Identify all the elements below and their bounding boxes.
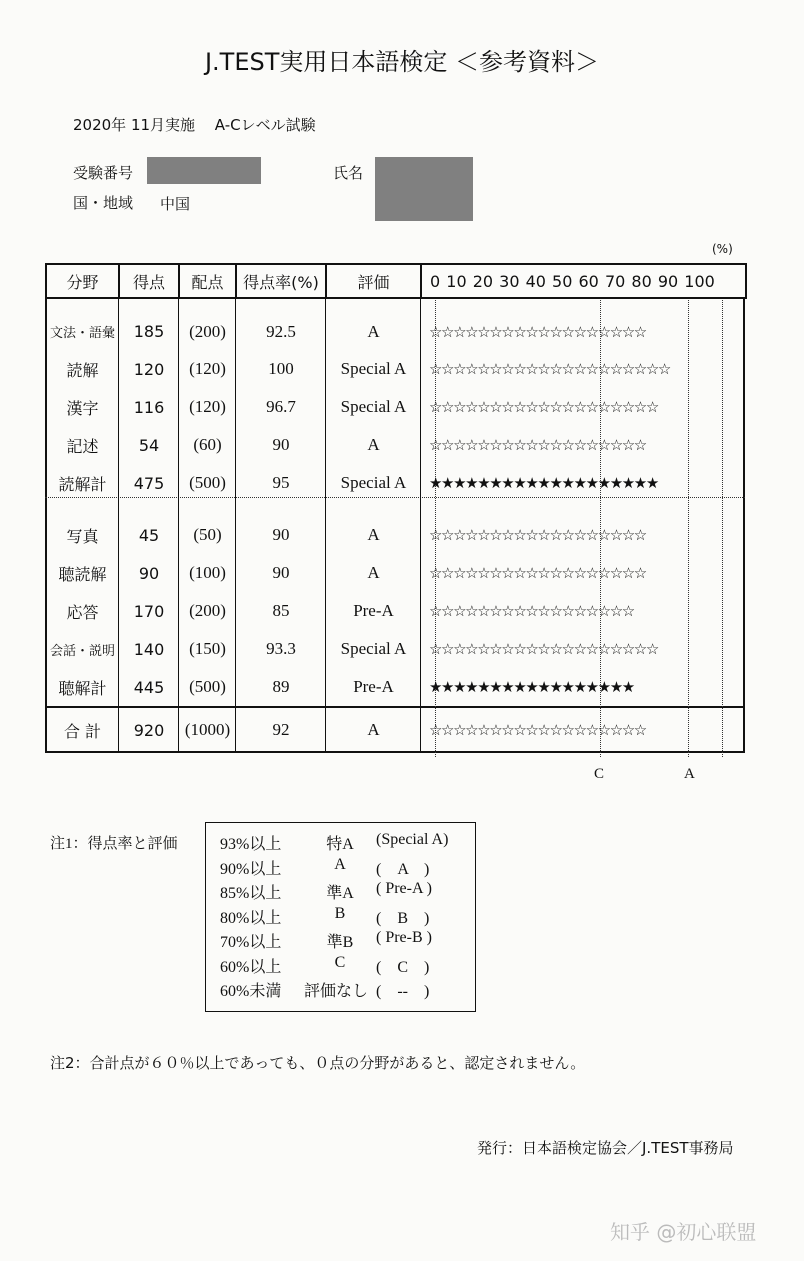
grade: Special A xyxy=(340,473,407,492)
table-row xyxy=(46,706,746,752)
table-row xyxy=(46,502,746,554)
note1-label: 注1：得点率と評価 xyxy=(50,836,178,852)
redacted-name xyxy=(375,157,473,221)
max-score: (100) xyxy=(189,563,226,582)
field-name: 読解 xyxy=(66,360,99,380)
rate: 100 xyxy=(268,359,294,378)
legend-grade: C xyxy=(334,953,346,971)
max-score: (120) xyxy=(189,397,226,416)
table-row xyxy=(46,426,746,464)
legend-row xyxy=(220,880,475,905)
star-bar: ☆☆☆☆☆☆☆☆☆☆☆☆☆☆☆☆☆☆ xyxy=(429,436,646,454)
header-score: 得点 xyxy=(119,264,179,298)
legend-grade-en: ( -- ) xyxy=(376,983,430,1000)
max-score: (200) xyxy=(189,601,226,620)
header-max: 配点 xyxy=(179,264,236,298)
header-field: 分野 xyxy=(46,264,119,298)
score: 90 xyxy=(138,563,160,583)
field-name: 読解計 xyxy=(58,474,107,494)
score: 445 xyxy=(133,677,165,697)
legend-threshold: 93%以上 xyxy=(220,836,282,853)
star-bar: ☆☆☆☆☆☆☆☆☆☆☆☆☆☆☆☆☆☆ xyxy=(429,526,646,544)
rate: 92 xyxy=(272,720,290,739)
note2: 注2：合計点が６０％以上であっても、０点の分野があると、認定されません。 xyxy=(50,1054,586,1072)
field-name: 聴解計 xyxy=(58,678,107,698)
legend-grade: 評価なし xyxy=(304,983,369,1000)
name-label: 氏名 xyxy=(333,164,364,182)
legend-threshold: 70%以上 xyxy=(220,934,282,951)
legend-row xyxy=(220,831,475,856)
legend-grade: 準B xyxy=(326,934,354,951)
star-bar: ☆☆☆☆☆☆☆☆☆☆☆☆☆☆☆☆☆☆ xyxy=(429,322,646,341)
legend-threshold: 60%以上 xyxy=(220,958,282,976)
score: 120 xyxy=(133,359,165,379)
legend-threshold: 80%以上 xyxy=(220,909,282,927)
legend-row xyxy=(220,905,475,930)
star-bar: ☆☆☆☆☆☆☆☆☆☆☆☆☆☆☆☆☆☆☆☆ xyxy=(429,360,670,378)
header-grade: 評価 xyxy=(326,264,421,298)
rate: 89 xyxy=(272,677,290,696)
star-bar: ☆☆☆☆☆☆☆☆☆☆☆☆☆☆☆☆☆☆ xyxy=(429,721,646,739)
rate: 90 xyxy=(272,563,290,582)
field-name: 漢字 xyxy=(66,398,99,418)
rate: 90 xyxy=(272,525,290,544)
exam-number-label: 受験番号 xyxy=(73,164,134,182)
grade: A xyxy=(367,321,380,341)
legend-grade-en: ( B ) xyxy=(376,909,430,927)
score: 170 xyxy=(133,601,165,621)
star-bar: ★★★★★★★★★★★★★★★★★ xyxy=(429,678,634,696)
legend-grade: A xyxy=(334,855,346,873)
header-scale: 0 10 20 30 40 50 60 70 80 90 100 xyxy=(421,264,746,298)
legend-row xyxy=(220,978,475,1003)
score-table xyxy=(45,263,747,752)
field-name: 写真 xyxy=(66,526,99,546)
grade-legend xyxy=(205,822,476,1012)
field-name: 応答 xyxy=(66,602,99,622)
max-score: (50) xyxy=(193,525,222,544)
legend-grade-en: ( Pre-B ) xyxy=(376,929,432,946)
rate: 92.5 xyxy=(266,321,296,341)
max-score: (120) xyxy=(189,359,226,378)
legend-threshold: 85%以上 xyxy=(220,885,282,902)
grade: A xyxy=(367,435,380,454)
table-row xyxy=(46,298,746,350)
field-name: 聴読解 xyxy=(58,564,107,584)
table-row xyxy=(46,388,746,426)
rate: 85 xyxy=(272,601,290,620)
star-bar: ☆☆☆☆☆☆☆☆☆☆☆☆☆☆☆☆☆☆☆ xyxy=(429,398,658,416)
field-name: 会話・説明 xyxy=(49,643,115,659)
percent-unit: (%) xyxy=(712,242,733,256)
table-row xyxy=(46,554,746,592)
grade: A xyxy=(367,525,380,544)
field-name: 記述 xyxy=(66,436,99,456)
score: 475 xyxy=(133,473,165,493)
table-row xyxy=(46,592,746,630)
table-row xyxy=(46,668,746,706)
score: 185 xyxy=(133,322,165,341)
legend-threshold: 90%以上 xyxy=(220,860,282,878)
legend-grade-en: ( C ) xyxy=(376,958,430,976)
star-bar: ☆☆☆☆☆☆☆☆☆☆☆☆☆☆☆☆☆☆ xyxy=(429,564,646,582)
exam-info: 2020年 11月実施 A-Cレベル試験 xyxy=(73,116,316,134)
grade: Special A xyxy=(340,359,407,378)
table-header xyxy=(46,264,746,298)
watermark: 知乎 @初心联盟 xyxy=(610,1220,757,1244)
grade: Special A xyxy=(340,397,407,416)
table-row xyxy=(46,350,746,388)
legend-threshold: 60%未満 xyxy=(220,983,282,1000)
legend-grade-en: ( Pre-A ) xyxy=(376,880,432,897)
score: 920 xyxy=(133,720,165,740)
legend-row xyxy=(220,929,475,954)
legend-grade: 準A xyxy=(326,885,354,902)
score: 54 xyxy=(138,435,160,455)
redacted-exam-number xyxy=(147,157,261,184)
legend-row xyxy=(220,954,475,979)
max-score: (150) xyxy=(189,639,226,658)
issuer: 発行：日本語検定協会／J.TEST事務局 xyxy=(477,1139,734,1157)
legend-grade: 特A xyxy=(326,836,354,853)
field-name: 文法・語彙 xyxy=(49,326,115,341)
rate: 90 xyxy=(272,435,290,454)
star-bar: ★★★★★★★★★★★★★★★★★★★ xyxy=(429,474,658,492)
region-value: 中国 xyxy=(160,197,191,213)
legend-grade-en: (Special A) xyxy=(376,831,449,848)
star-bar: ☆☆☆☆☆☆☆☆☆☆☆☆☆☆☆☆☆☆☆ xyxy=(429,640,658,658)
grade: Pre-A xyxy=(353,601,394,620)
max-score: (500) xyxy=(189,473,226,492)
score: 116 xyxy=(133,397,165,417)
max-score: (60) xyxy=(193,435,222,454)
legend-grade: B xyxy=(334,904,346,922)
star-bar: ☆☆☆☆☆☆☆☆☆☆☆☆☆☆☆☆☆ xyxy=(429,602,634,620)
grade: Special A xyxy=(340,639,407,658)
rate: 96.7 xyxy=(266,397,296,416)
max-score: (200) xyxy=(189,321,226,341)
legend-row xyxy=(220,856,475,881)
max-score: (1000) xyxy=(184,720,231,739)
field-name: 合 計 xyxy=(63,721,102,741)
table-row xyxy=(46,630,746,668)
marker-c: C xyxy=(594,766,605,782)
max-score: (500) xyxy=(189,677,226,696)
legend-grade-en: ( A ) xyxy=(376,860,430,878)
grade: Pre-A xyxy=(353,677,394,696)
grade: A xyxy=(367,720,380,739)
rate: 95 xyxy=(272,473,290,492)
header-rate: 得点率(%) xyxy=(236,264,326,298)
document-title: J.TEST実用日本語検定 ＜参考資料＞ xyxy=(204,48,600,76)
rate: 93.3 xyxy=(266,639,296,658)
score: 45 xyxy=(138,525,160,545)
table-row xyxy=(46,464,746,502)
grade: A xyxy=(367,563,380,582)
score: 140 xyxy=(133,639,165,659)
region-label: 国・地域 xyxy=(73,194,134,212)
marker-a: A xyxy=(684,766,695,782)
